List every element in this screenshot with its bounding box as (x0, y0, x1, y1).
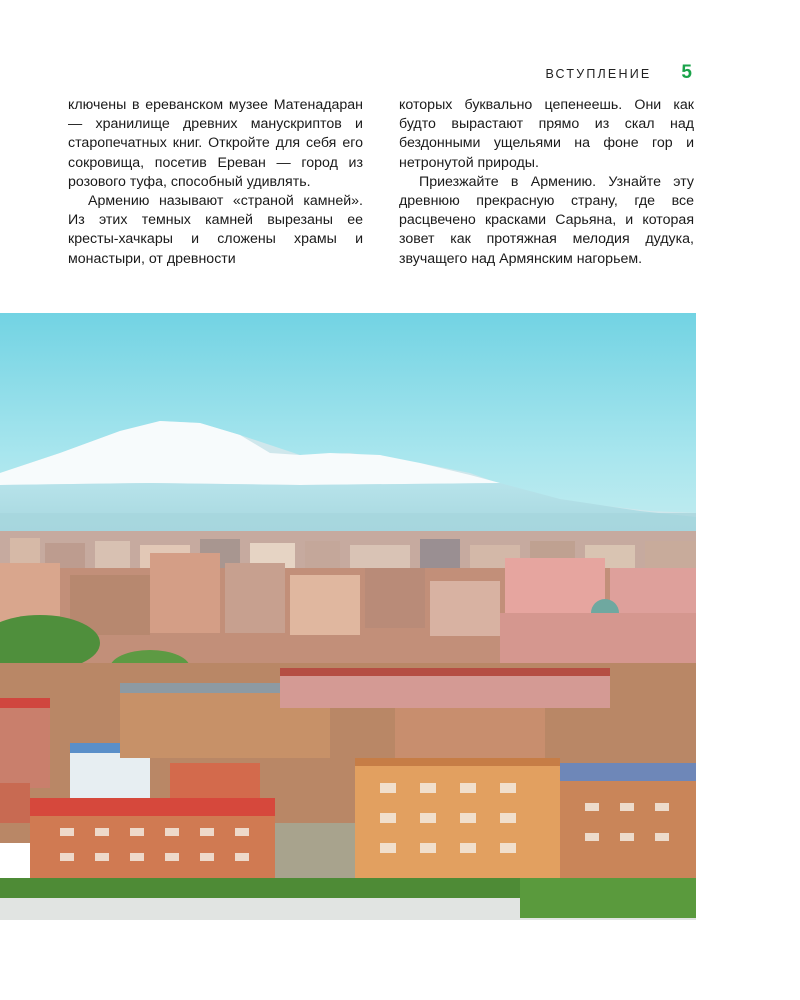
paragraph: ключены в ереванском музее Матенадаран — хранилище древних манускриптов и старопечатных книг. Откройте для себя его сокровища, посетив Ереван — город из розового туфа, способный удивлять. (68, 97, 363, 190)
paragraph: Армению называют «страной камней». Из этих темных камней вырезаны ее кресты-хачкары и сложены храмы и монастыри, от древности (68, 193, 363, 267)
photo-illustration (0, 313, 696, 920)
paragraph: Приезжайте в Армению. Узнайте эту древнюю прекрасную страну, где все расцвечено красками Сарьяна, и которая зовет как протяжная мелодия дудука, звучащего над Армянским нагорьем. (399, 173, 694, 267)
running-header (545, 62, 692, 84)
text-column-left (68, 96, 363, 269)
page-number: 5 (681, 62, 692, 83)
text-column-right (399, 96, 694, 269)
paragraph: которых буквально цепенеешь. Они как будто вырастают прямо из скал над бездонными ущельями на фоне гор и нетронутой природы. (399, 97, 694, 171)
section-title: ВСТУПЛЕНИЕ (545, 67, 652, 81)
city-photo (0, 313, 696, 920)
